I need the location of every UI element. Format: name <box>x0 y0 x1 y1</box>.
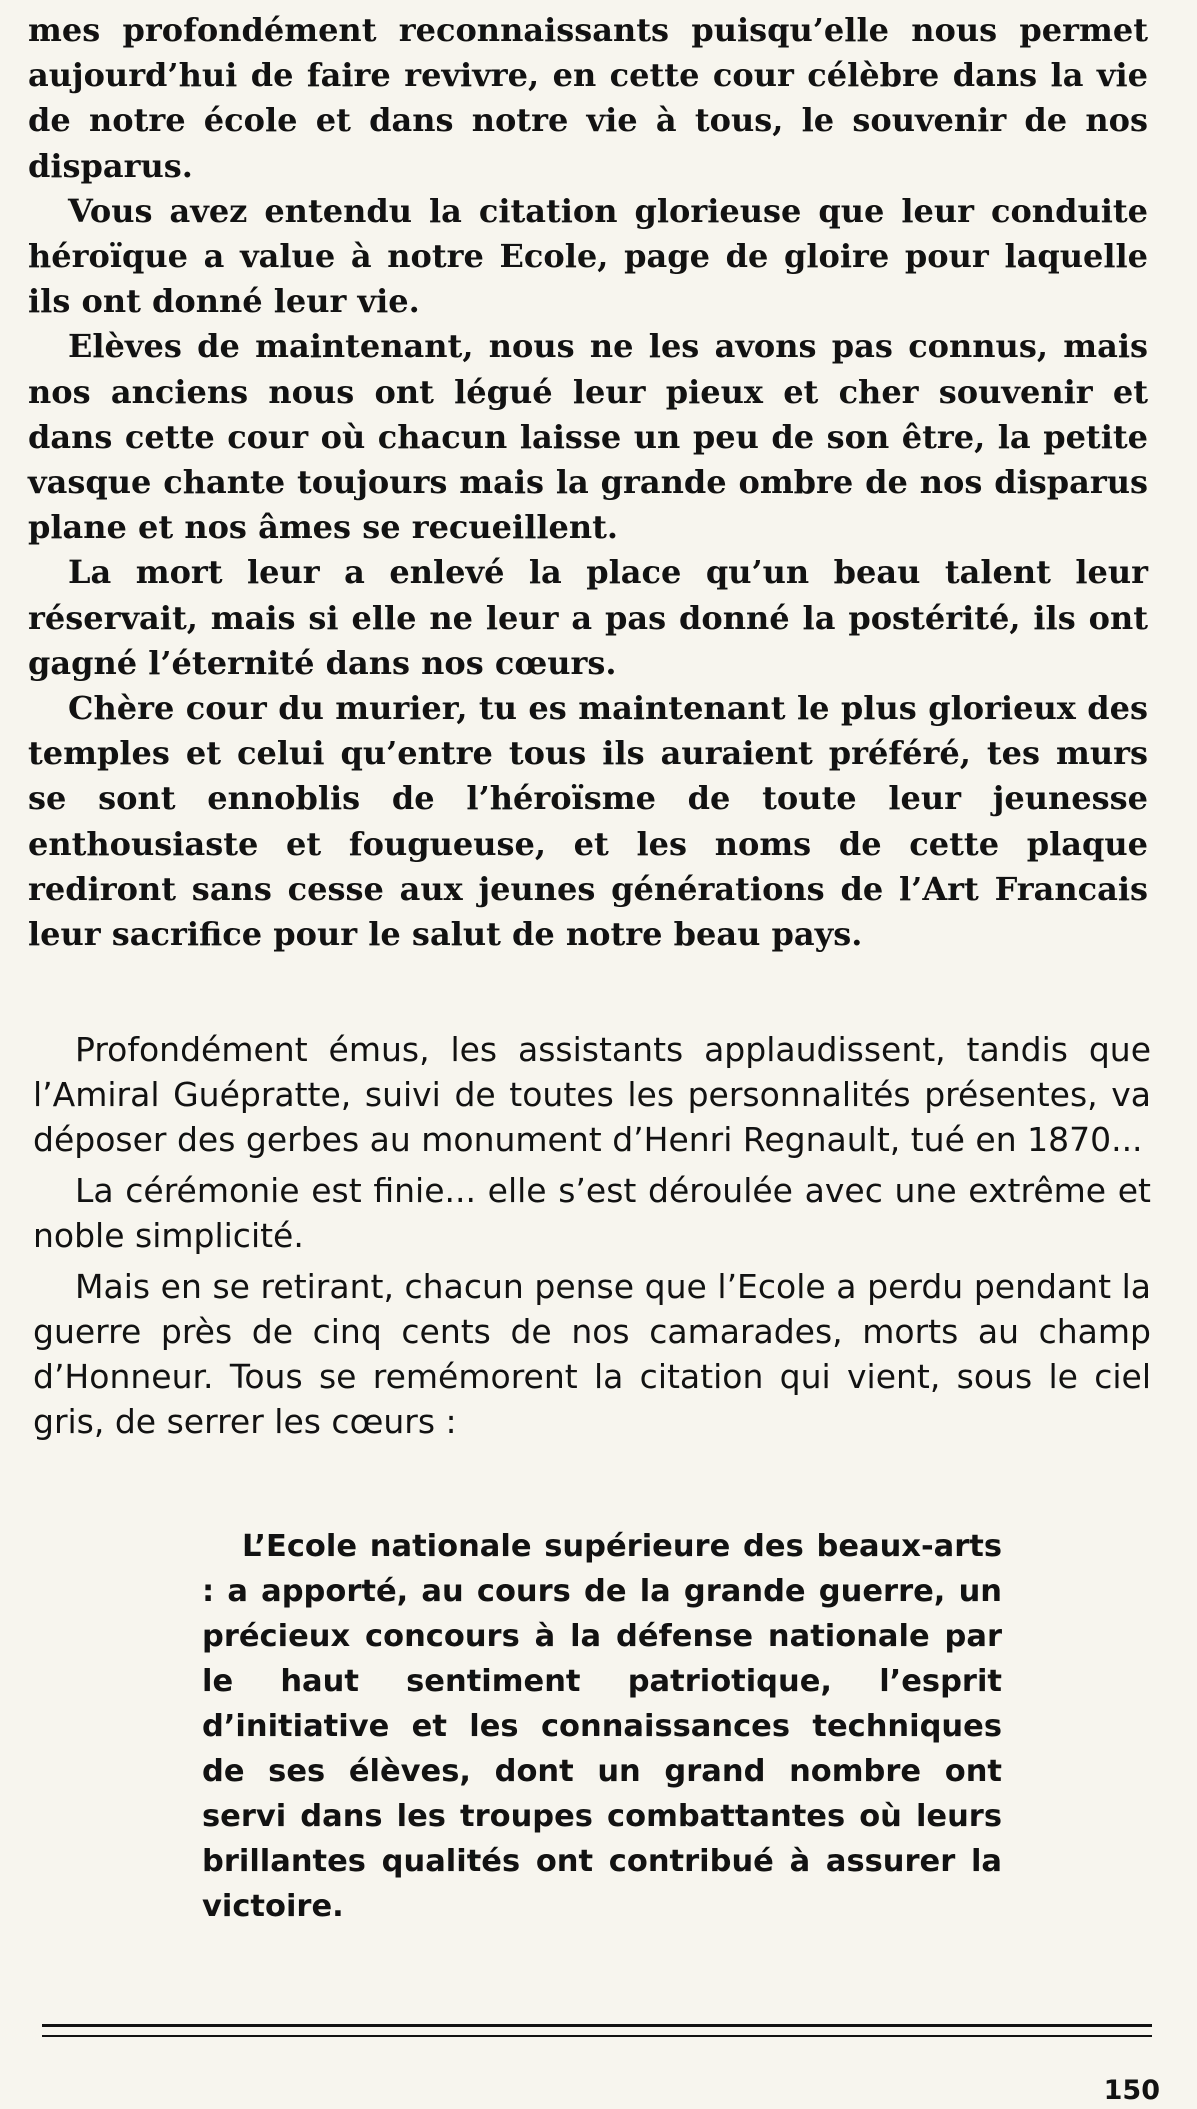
footer-rule-bottom <box>42 2035 1152 2037</box>
narrative-text <box>33 1027 1151 1444</box>
speech-paragraph-2: Vous avez entendu la citation glorieuse que leur conduite héroïque a value à notre Ecole, page de gloire pour laquelle ils ont donné leur vie. <box>28 191 1148 321</box>
narrative-paragraph-1: Profondément émus, les assistants applaudissent, tandis que l’Amiral Guépratte, suivi de toutes les personnalités présentes, va déposer des gerbes au monument d’Henri Regnault, tué en 1870... <box>33 1030 1151 1159</box>
narrative-paragraph-2: La cérémonie est finie... elle s’est déroulée avec une extrême et noble simplicité. <box>33 1171 1151 1255</box>
page-number: 150 <box>1103 2075 1160 2106</box>
speech-paragraph-5: Chère cour du murier, tu es maintenant le plus glorieux des temples et celui qu’entre tous ils auraient préféré, tes murs se sont ennoblis de l’héroïsme de toute leur jeunesse enthousiaste et fougueuse, et les noms de cette plaque rediront sans cesse aux jeunes générations de l’Art Francais leur sacrifice pour le salut de notre beau pays. <box>28 689 1148 954</box>
citation-text: L’Ecole nationale supérieure des beaux-arts : a apporté, au cours de la grande guerre, un précieux concours à la défense nationale par le haut sentiment patriotique, l’esprit d’initiative et les connaissances techniques de ses élèves, dont un grand nombre ont servi dans les troupes combattantes où leurs brillantes qualités ont contribué à assurer la victoire. <box>202 1529 1002 1924</box>
speech-text <box>28 8 1148 957</box>
speech-paragraph-1: mes profondément reconnaissants puisqu’elle nous permet aujourd’hui de faire revivre, en cette cour célèbre dans la vie de notre école et dans notre vie à tous, le souvenir de nos disparus. <box>28 11 1148 185</box>
narrative-paragraph-3: Mais en se retirant, chacun pense que l’Ecole a perdu pendant la guerre près de cinq cents de nos camarades, morts au champ d’Honneur. Tous se remémorent la citation qui vient, sous le ciel gris, de serrer les cœurs : <box>33 1267 1151 1441</box>
speech-paragraph-3: Elèves de maintenant, nous ne les avons pas connus, mais nos anciens nous ont légué leur pieux et cher souvenir et dans cette cour où chacun laisse un peu de son être, la petite vasque chante toujours mais la grande ombre de nos disparus plane et nos âmes se recueillent. <box>28 327 1148 547</box>
footer-rule-top <box>42 2024 1152 2027</box>
citation-block <box>202 1524 1002 1929</box>
speech-paragraph-4: La mort leur a enlevé la place qu’un beau talent leur réservait, mais si elle ne leur a pas donné la postérité, ils ont gagné l’éternité dans nos cœurs. <box>28 553 1148 682</box>
